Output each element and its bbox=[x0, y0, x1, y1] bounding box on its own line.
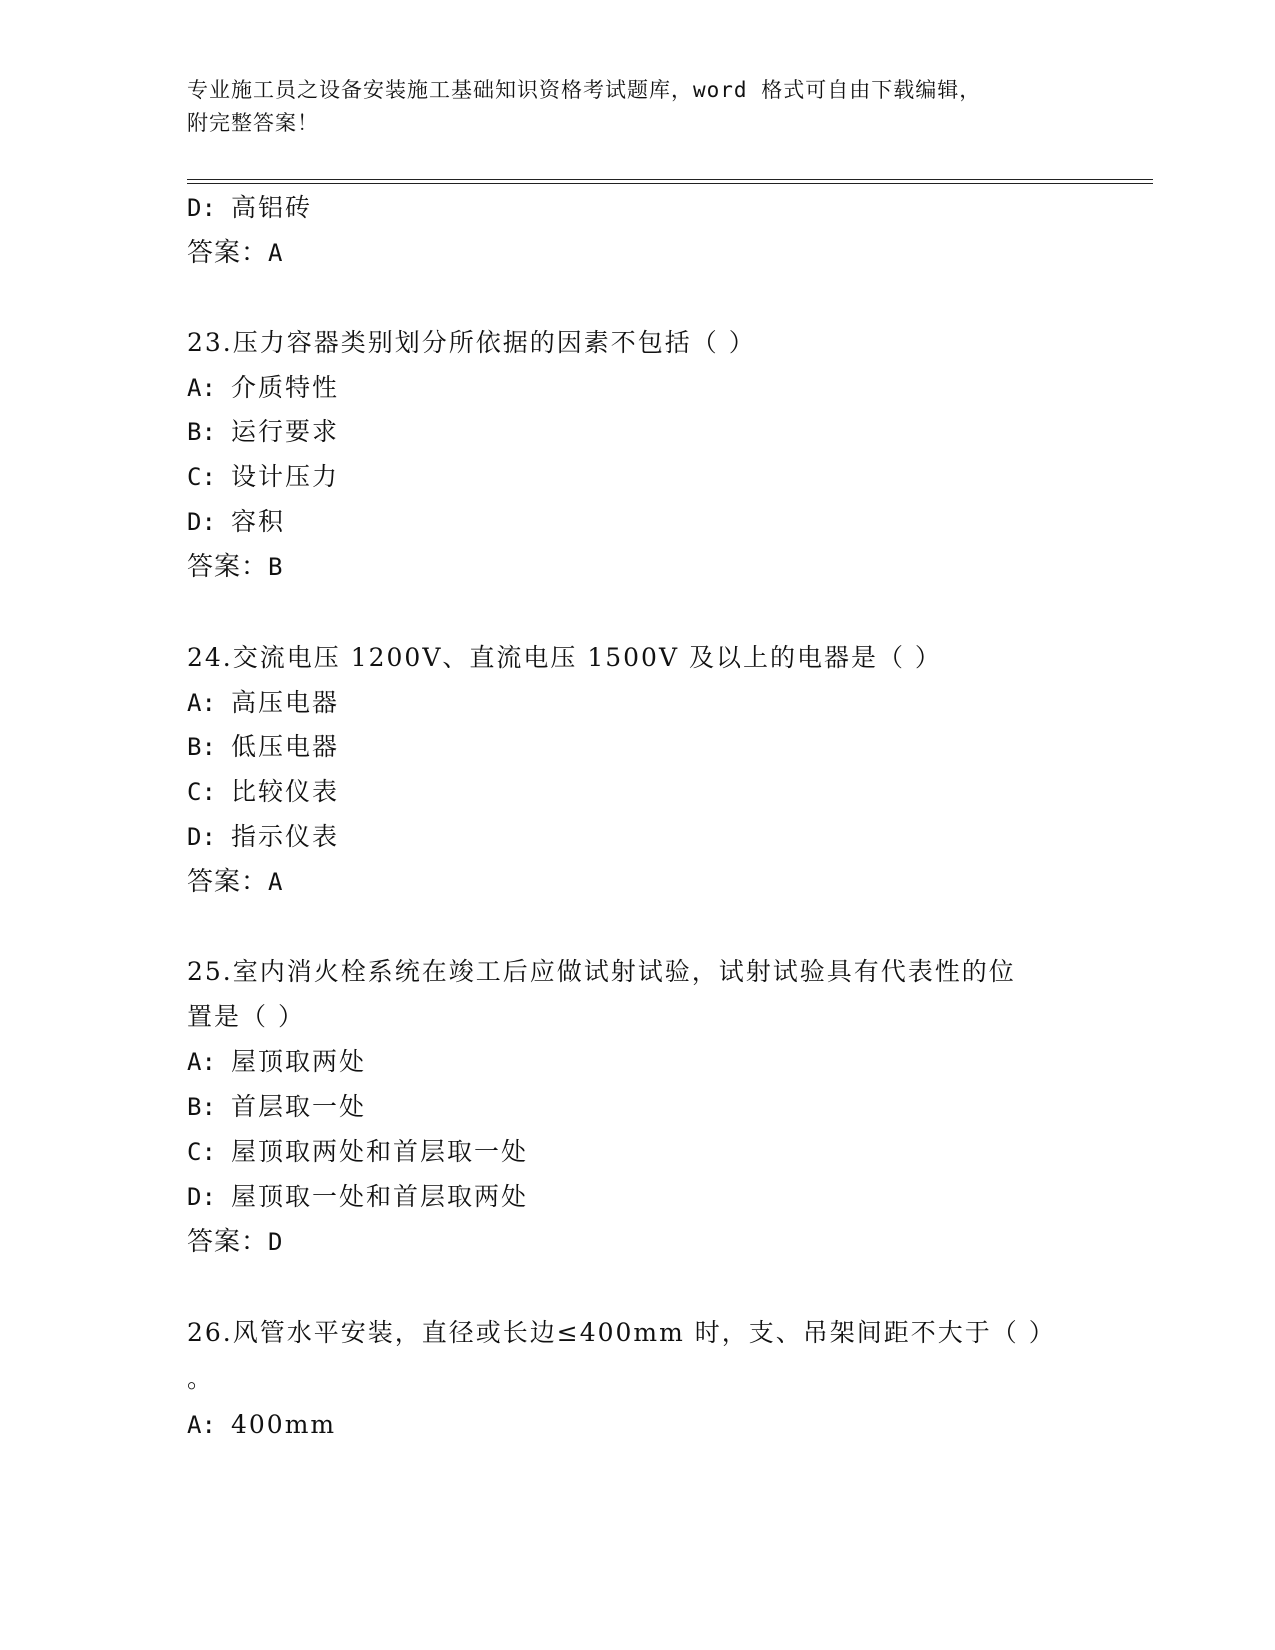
option-letter: C: bbox=[187, 1138, 216, 1166]
q26-option-a bbox=[187, 1409, 336, 1441]
q25-question-line-2: 置是（ ） bbox=[187, 1002, 305, 1031]
option-letter: A: bbox=[187, 374, 216, 402]
option-letter: C: bbox=[187, 778, 216, 806]
answer-value: A bbox=[268, 239, 284, 267]
answer-label: 答案： bbox=[187, 238, 269, 268]
option-text: 400mm bbox=[231, 1410, 337, 1439]
q26-question-line-2: 。 bbox=[187, 1364, 215, 1393]
option-text: 首层取一处 bbox=[231, 1092, 367, 1121]
option-letter: C: bbox=[187, 463, 216, 491]
header-line-2: 附完整答案！ bbox=[187, 111, 319, 135]
option-text: 高压电器 bbox=[231, 688, 340, 717]
option-text: 指示仪表 bbox=[231, 822, 340, 851]
header-divider-top bbox=[187, 179, 1153, 180]
option-letter: D: bbox=[187, 1183, 216, 1211]
header-divider-bottom bbox=[187, 183, 1153, 184]
q25-answer bbox=[187, 1226, 283, 1258]
header-line-1: 专业施工员之设备安装施工基础知识资格考试题库，word 格式可自由下载编辑， bbox=[187, 78, 982, 102]
document-header bbox=[187, 74, 1087, 140]
q25-option-b bbox=[187, 1091, 366, 1123]
q25-option-a bbox=[187, 1046, 366, 1078]
q23-option-a bbox=[187, 372, 339, 404]
answer-label: 答案： bbox=[187, 867, 269, 897]
q23-question: 23.压力容器类别划分所依据的因素不包括（ ） bbox=[187, 328, 756, 357]
option-letter: D: bbox=[187, 823, 216, 851]
q26-question-line-1: 26.风管水平安装，直径或长边≤400mm 时，支、吊架间距不大于（ ） bbox=[187, 1318, 1056, 1347]
option-letter: B: bbox=[187, 1093, 216, 1121]
option-letter: A: bbox=[187, 689, 216, 717]
option-letter: A: bbox=[187, 1411, 216, 1439]
option-text: 高铝砖 bbox=[231, 193, 313, 222]
q22-answer bbox=[187, 237, 283, 269]
answer-value: B bbox=[268, 553, 284, 581]
option-text: 屋顶取两处和首层取一处 bbox=[231, 1137, 529, 1166]
q24-answer bbox=[187, 866, 283, 898]
option-text: 屋顶取一处和首层取两处 bbox=[231, 1182, 529, 1211]
answer-label: 答案： bbox=[187, 552, 269, 582]
q23-option-c bbox=[187, 461, 339, 493]
option-text: 容积 bbox=[231, 507, 286, 536]
option-text: 运行要求 bbox=[231, 417, 340, 446]
q24-option-c bbox=[187, 776, 339, 808]
option-text: 比较仪表 bbox=[231, 777, 340, 806]
option-letter: B: bbox=[187, 733, 216, 761]
option-text: 设计压力 bbox=[231, 462, 340, 491]
answer-value: A bbox=[268, 868, 284, 896]
q25-option-d bbox=[187, 1181, 528, 1213]
q24-option-a bbox=[187, 687, 339, 719]
q25-option-c bbox=[187, 1136, 528, 1168]
option-text: 低压电器 bbox=[231, 732, 340, 761]
option-letter: A: bbox=[187, 1048, 216, 1076]
q23-option-b bbox=[187, 416, 339, 448]
option-text: 屋顶取两处 bbox=[231, 1047, 367, 1076]
q24-question: 24.交流电压 1200V、直流电压 1500V 及以上的电器是（ ） bbox=[187, 643, 942, 672]
q24-option-d bbox=[187, 821, 339, 853]
q23-answer bbox=[187, 551, 283, 583]
q25-question-line-1: 25.室内消火栓系统在竣工后应做试射试验，试射试验具有代表性的位 bbox=[187, 957, 1016, 986]
answer-value: D bbox=[268, 1228, 284, 1256]
option-text: 介质特性 bbox=[231, 373, 340, 402]
answer-label: 答案： bbox=[187, 1227, 269, 1257]
q23-option-d bbox=[187, 506, 285, 538]
option-letter: B: bbox=[187, 418, 216, 446]
option-letter: D: bbox=[187, 508, 216, 536]
option-letter: D: bbox=[187, 194, 216, 222]
q22-option-d bbox=[187, 192, 312, 224]
q24-option-b bbox=[187, 731, 339, 763]
